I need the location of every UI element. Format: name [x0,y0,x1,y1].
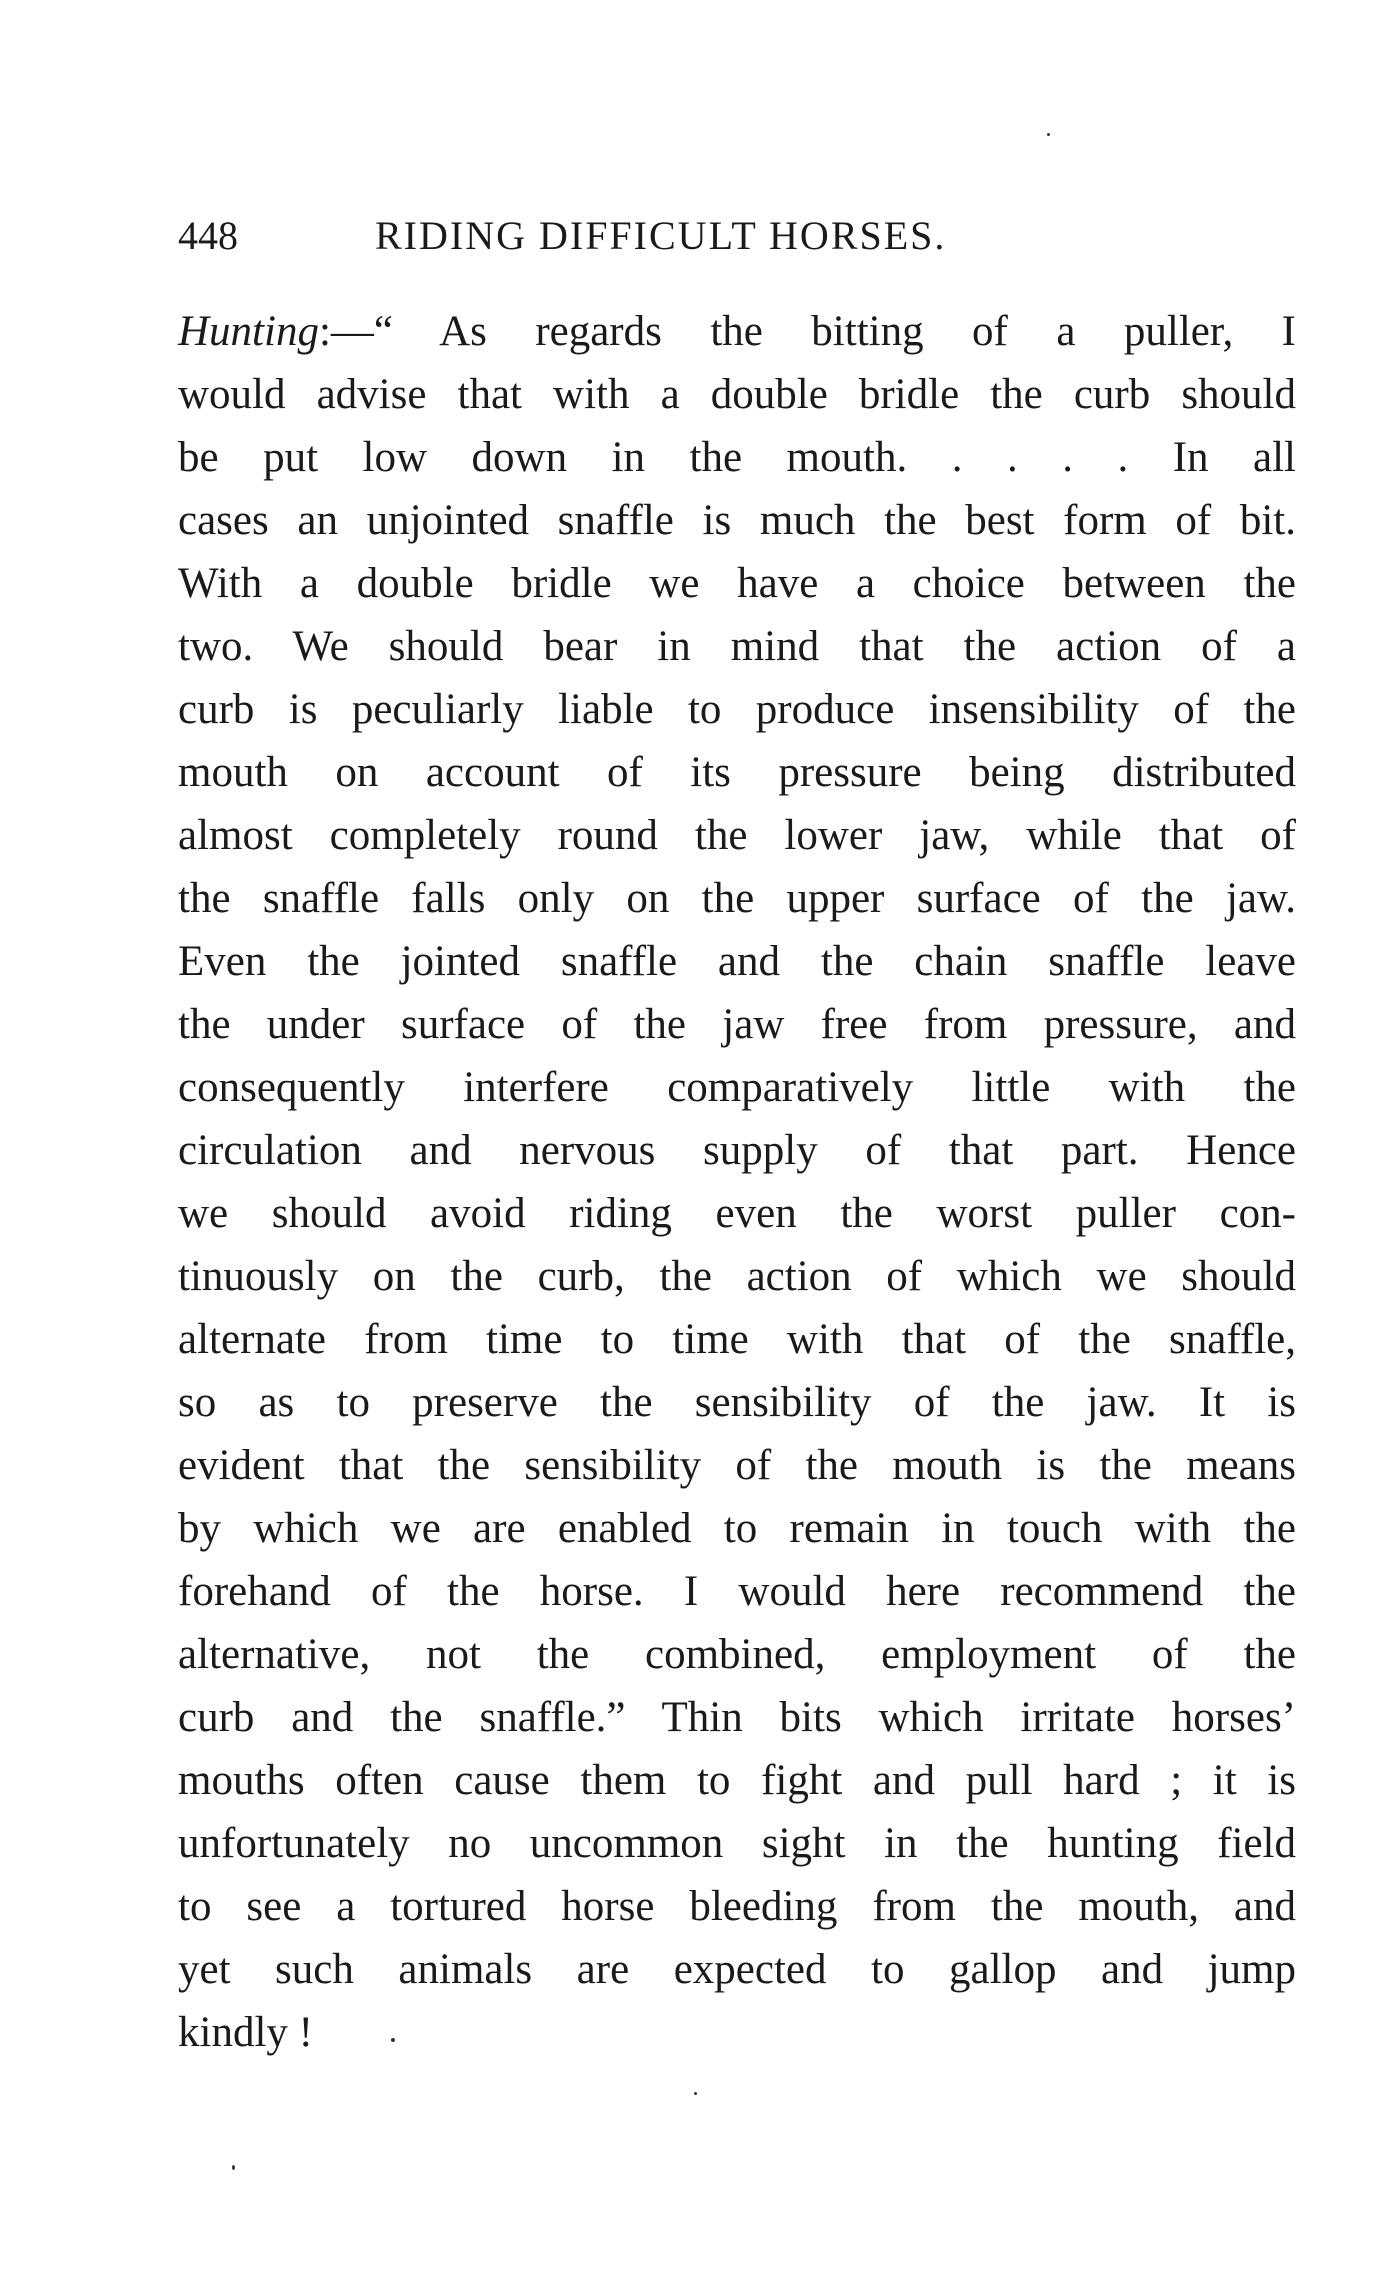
text-line [178,426,1296,489]
line-text: we should avoid riding even the worst puller con- [178,1190,1296,1237]
text-line [178,1497,1296,1560]
text-line [178,1182,1296,1245]
line-text: be put low down in the mouth. . . . . In all [178,434,1296,481]
text-line [178,615,1296,678]
scan-speck [232,2165,235,2170]
text-line [178,993,1296,1056]
line-text: cases an unjointed snaffle is much the best form of bit. [178,497,1296,544]
line-text: alternate from time to time with that of the snaffle, [178,1316,1296,1363]
line-text: :—“ As regards the bitting of a puller, I [318,308,1296,355]
text-line [178,1623,1296,1686]
line-text: kindly ! [178,2009,313,2056]
text-line [178,552,1296,615]
line-text: unfortunately no uncommon sight in the hunting field [178,1820,1296,1867]
text-line [178,300,1296,363]
line-text: curb and the snaffle.” Thin bits which irritate horses’ [178,1694,1296,1741]
text-line [178,1875,1296,1938]
line-text: to see a tortured horse bleeding from the mouth, and [178,1883,1296,1930]
text-line [178,1560,1296,1623]
text-line [178,363,1296,426]
text-line [178,930,1296,993]
line-text: tinuously on the curb, the action of which we should [178,1253,1296,1300]
line-text: curb is peculiarly liable to produce insensibility of the [178,686,1296,733]
section-lead-italic: Hunting [178,308,319,355]
text-line [178,1938,1296,2001]
line-text: Even the jointed snaffle and the chain snaffle leave [178,938,1296,985]
text-line [178,1749,1296,1812]
text-line [178,1056,1296,1119]
scan-speck [1047,133,1050,136]
line-text: two. We should bear in mind that the action of a [178,623,1296,670]
scan-speck [694,2092,697,2095]
text-line [178,741,1296,804]
text-line [178,1119,1296,1182]
line-text: mouths often cause them to fight and pull hard ; it is [178,1757,1296,1804]
text-line [178,489,1296,552]
text-line [178,1686,1296,1749]
text-line [178,804,1296,867]
text-line [178,1245,1296,1308]
line-text: forehand of the horse. I would here recommend the [178,1568,1296,1615]
line-text: yet such animals are expected to gallop and jump [178,1946,1296,1993]
line-text: almost completely round the lower jaw, while that of [178,812,1296,859]
body-text [178,300,1296,2064]
text-line [178,2001,1296,2064]
line-text: the under surface of the jaw free from pressure, and [178,1001,1296,1048]
line-text: so as to preserve the sensibility of the jaw. It is [178,1379,1296,1426]
line-text: would advise that with a double bridle the curb should [178,371,1296,418]
text-line [178,867,1296,930]
line-text: alternative, not the combined, employment of the [178,1631,1296,1678]
text-line [178,1371,1296,1434]
line-text: the snaffle falls only on the upper surface of the jaw. [178,875,1296,922]
text-line [178,678,1296,741]
text-line [178,1812,1296,1875]
line-text: by which we are enabled to remain in touch with the [178,1505,1296,1552]
line-text: consequently interfere comparatively little with the [178,1064,1296,1111]
scan-speck [391,2038,395,2042]
line-text: evident that the sensibility of the mouth is the means [178,1442,1296,1489]
text-line [178,1308,1296,1371]
line-text: With a double bridle we have a choice between the [178,560,1296,607]
line-text: mouth on account of its pressure being distributed [178,749,1296,796]
line-text: circulation and nervous supply of that part. Hence [178,1127,1296,1174]
text-line [178,1434,1296,1497]
page-number: 448 [178,213,238,258]
running-title: RIDING DIFFICULT HORSES. [375,213,947,258]
